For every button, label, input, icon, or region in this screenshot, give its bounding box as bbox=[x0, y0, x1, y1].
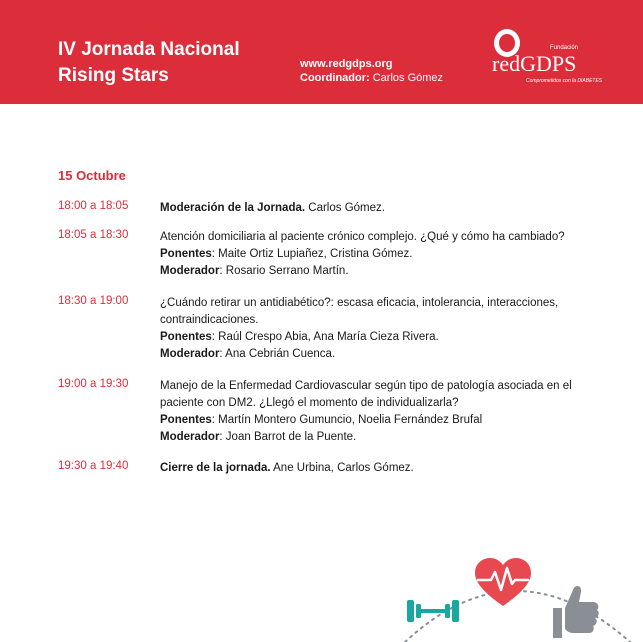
session-time: 18:30 a 19:00 bbox=[58, 295, 129, 307]
session-moderator bbox=[160, 263, 590, 280]
moderator-name: : Rosario Serrano Martín. bbox=[219, 265, 349, 277]
schedule-date: 15 Octubre bbox=[58, 168, 126, 183]
session-time: 18:00 a 18:05 bbox=[58, 200, 129, 212]
session-topic: Atención domiciliaria al paciente crónico complejo. ¿Qué y cómo ha cambiado? bbox=[160, 231, 565, 243]
session-title-suffix: Carlos Gómez. bbox=[305, 202, 385, 214]
session-time: 18:05 a 18:30 bbox=[58, 229, 129, 241]
heart-pulse-icon bbox=[475, 558, 531, 606]
speakers-label: Ponentes bbox=[160, 414, 212, 426]
title-line-1: IV Jornada Nacional bbox=[58, 39, 240, 60]
health-icons bbox=[395, 550, 643, 642]
logo-brand: redGDPS bbox=[492, 51, 577, 76]
session-title: Cierre de la jornada. bbox=[160, 462, 271, 474]
session-time: 19:00 a 19:30 bbox=[58, 378, 129, 390]
moderator-label: Moderador bbox=[160, 348, 220, 360]
session-topic: ¿Cuándo retirar un antidiabético?: escasa eficacia, intolerancia, interacciones, contraindicaciones. bbox=[160, 297, 559, 326]
session-speakers bbox=[160, 412, 590, 429]
redgdps-logo bbox=[488, 27, 603, 89]
logo-foundation: Fundación bbox=[550, 45, 579, 51]
title-line-2: Rising Stars bbox=[58, 65, 169, 86]
session-content bbox=[160, 229, 590, 280]
moderator-label: Moderador bbox=[160, 431, 220, 443]
coordinator-name: Carlos Gómez bbox=[372, 72, 444, 84]
thumbs-up-icon bbox=[553, 586, 599, 638]
header-banner bbox=[0, 0, 643, 104]
session-content bbox=[160, 460, 590, 477]
session-topic: Manejo de la Enfermedad Cardiovascular según tipo de patología asociada en el paciente con DM2. ¿Llegó el momento de individualizarla? bbox=[160, 380, 572, 409]
coordinator-line bbox=[300, 71, 443, 85]
logo-tagline: Comprometidos con la DIABETES bbox=[526, 78, 603, 84]
coordinator-label: Coordinador: bbox=[300, 72, 370, 84]
event-meta bbox=[300, 57, 443, 85]
session-content bbox=[160, 378, 590, 446]
speakers-names: : Martín Montero Gumuncio, Noelia Fernández Brufal bbox=[211, 414, 483, 426]
session-speakers bbox=[160, 329, 590, 346]
event-title bbox=[58, 37, 240, 89]
session-moderator bbox=[160, 346, 590, 363]
moderator-name: : Joan Barrot de la Puente. bbox=[219, 431, 357, 443]
session-title: Moderación de la Jornada. bbox=[160, 202, 306, 214]
session-content bbox=[160, 200, 590, 217]
moderator-name: : Ana Cebrián Cuenca. bbox=[219, 348, 336, 360]
website-link[interactable]: www.redgdps.org bbox=[300, 58, 393, 70]
speakers-label: Ponentes bbox=[160, 248, 212, 260]
session-content bbox=[160, 295, 590, 363]
moderator-label: Moderador bbox=[160, 265, 220, 277]
session-speakers bbox=[160, 246, 590, 263]
session-moderator bbox=[160, 429, 590, 446]
speakers-label: Ponentes bbox=[160, 331, 212, 343]
session-title-suffix: Ane Urbina, Carlos Gómez. bbox=[270, 462, 414, 474]
speakers-names: : Maite Ortiz Lupiañez, Cristina Gómez. bbox=[211, 248, 413, 260]
speakers-names: : Raúl Crespo Abia, Ana María Cieza Rivera. bbox=[211, 331, 439, 343]
session-time: 19:30 a 19:40 bbox=[58, 460, 129, 472]
